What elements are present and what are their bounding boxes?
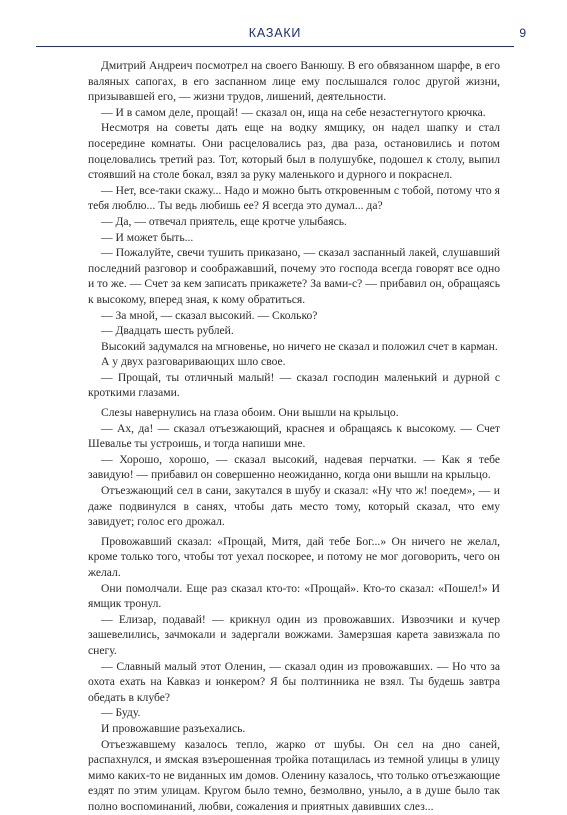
paragraph: Слезы навернулись на глаза обоим. Они вышли на крыльцо. [101,406,399,420]
paragraph: — Нет, все-таки скажу... Надо и можно быть откровенным с тобой, потому что я тебя люблю... Ты ведь любишь ее? Я всегда это думал... да? [88,183,500,213]
page-number: 9 [519,26,526,40]
page-header [36,22,526,47]
paragraph: — За мной, — сказал высокий. — Сколько? [101,308,318,322]
paragraph: — Да, — отвечал приятель, еще кротче улыбаясь. [101,214,347,228]
paragraph: — Ах, да! — сказал отъезжающий, краснея и обращаясь к высокому. — Счет Шевалье ты устроишь, и тогда напиши мне. [88,421,500,451]
paragraph: — Елизар, подавай! — крикнул один из провожавших. Извозчики и кучер зашевелились, зачмокали и задергали вожжами. Замерзшая карета завизжала по снегу. [88,612,500,657]
paragraph: А у двух разговаривающих шло свое. [101,355,286,369]
running-title: КАЗАКИ [248,26,302,40]
paragraph: — И в самом деле, прощай! — сказал он, ища на себе незастегнутого крючка. [101,105,486,119]
paragraph: — Славный малый этот Оленин, — сказал один из провожавших. — Но что за охота ехать на Кавказ и юнкером? Я бы полтинника не взял. Ты будешь завтра обедать в клубе? [88,659,500,704]
paragraph: — Буду. [101,706,141,720]
paragraph: — И может быть... [101,230,194,244]
paragraph: Высокий задумался на мгновенье, но ничего не сказал и положил счет в карман. [101,339,498,353]
paragraph: Провожавший сказал: «Прощай, Митя, дай тебе Бог...» Он ничего не желал, кроме только того, чтобы тот уехал поскорее, и потому не мог договорить, чего он желал. [88,534,500,579]
body-text [88,58,500,815]
paragraph: Отъезжавшему казалось тепло, жарко от шубы. Он сел на дно саней, распахнулся, и ямская взъерошенная тройка потащилась из темной улицы в улицу мимо каких-то не виданных им домов. Оленину казалось, что только отъезжающие ездят по этим улицам. Кругом было темно, безмолвно, уныло, а в душе было так полно воспоминаний, любви, сожаления и приятных давивших слез... [88,737,500,813]
paragraph: И провожавшие разъехались. [101,721,246,735]
paragraph: — Двадцать шесть рублей. [101,324,234,338]
paragraph: Отъезжающий сел в сани, закутался в шубу и сказал: «Ну что ж! поедем», — и даже подвинулся в санях, чтобы дать место тому, который сказал, что ему завидует; голос его дрожал. [88,484,500,529]
paragraph: Они помолчали. Еще раз сказал кто-то: «Прощай». Кто-то сказал: «Пошел!» И ямщик тронул. [88,581,500,611]
paragraph: — Прощай, ты отличный малый! — сказал господин маленький и дурной с кроткими глазами. [88,370,500,400]
paragraph: Дмитрий Андреич посмотрел на своего Ванюшу. В его обвязанном шарфе, в его валяных сапогах, в его заспанном лице ему послышался голос другой жизни, призывавшей его, — жизни трудов, лишений, деятельности. [88,59,500,104]
paragraph: Несмотря на советы дать еще на водку ямщику, он надел шапку и стал посередине комнаты. Они расцеловались раз, два раза, остановились и потом поцеловались третий раз. Тот, который был в полушубке, подошел к столу, выпил стоявший на столе бокал, взял за руку маленького и дурного и покраснел. [88,121,500,182]
paragraph: — Пожалуйте, свечи тушить приказано, — сказал заспанный лакей, слушавший последний разговор и соображавший, почему это господа всегда говорят все одно и то же. — Счет за кем записать прикажете? За вами-с? — прибавил он, обращаясь к высокому, вперед зная, к кому обратиться. [88,246,500,306]
paragraph: — Хорошо, хорошо, — сказал высокий, надевая перчатки. — Как я тебе завидую! — прибавил он совершенно неожиданно, когда они вышли на крыльцо. [88,452,500,482]
